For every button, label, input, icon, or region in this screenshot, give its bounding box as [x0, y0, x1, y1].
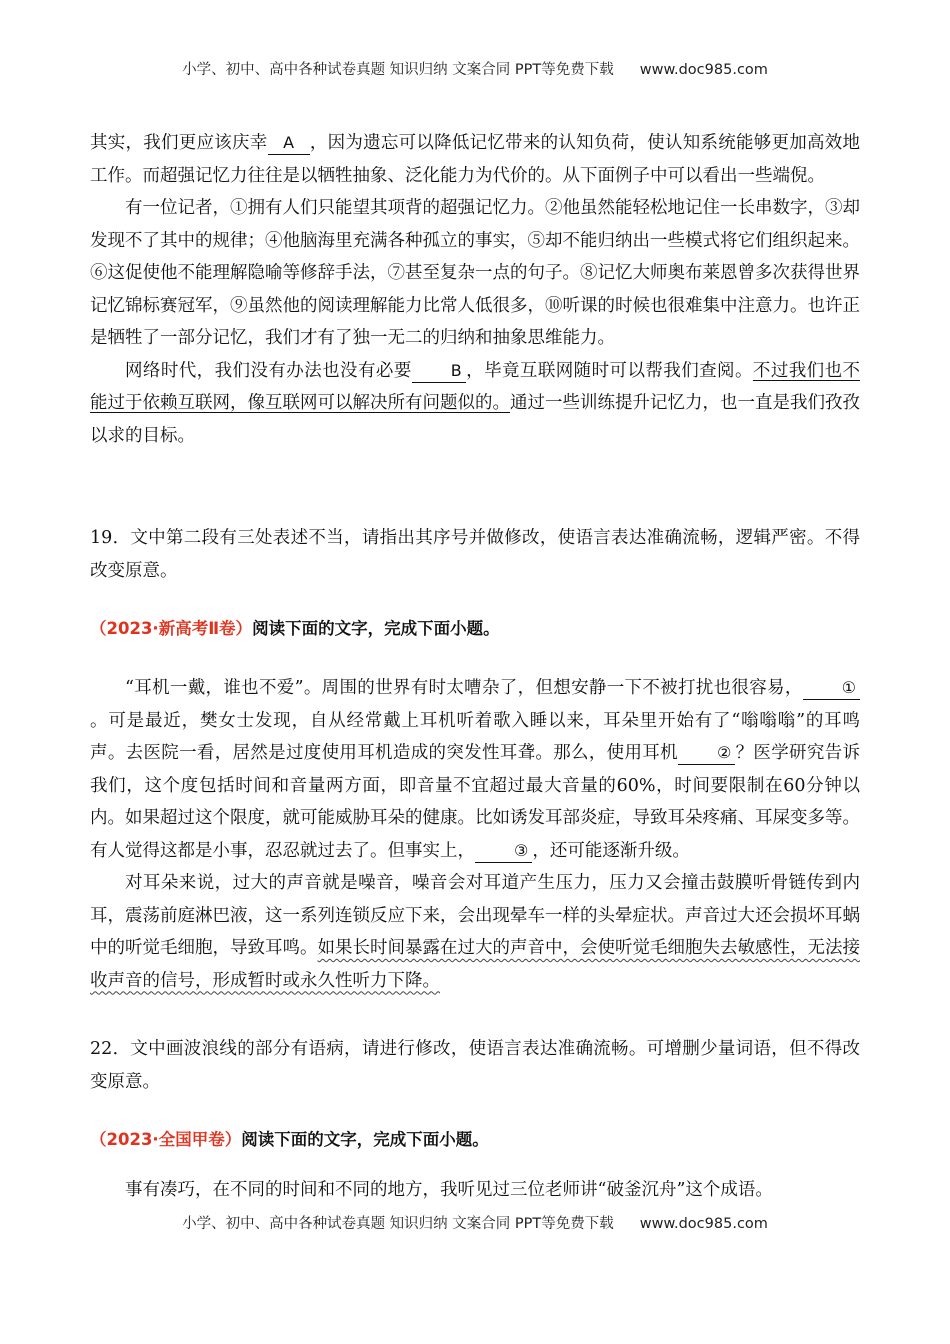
blank-b: B: [412, 360, 466, 383]
text-span: 网络时代，我们没有办法也没有必要: [125, 360, 412, 381]
passage-3-paragraph-1: 事有凑巧，在不同的时间和不同的地方，我听见过三位老师讲“破釜沉舟”这个成语。: [125, 1180, 773, 1200]
question-22-text: 22．文中画波浪线的部分有语病，请进行修改，使语言表达准确流畅。可增删少量词语，但不得改变原意。: [90, 1039, 860, 1092]
blank-2: ②: [678, 742, 735, 765]
passage-1-paragraph-1: [90, 127, 860, 192]
text-span: 对耳朵来说，过大的声音就是噪音，噪音会对耳道产生压力，压力又会撞击鼓膜听骨链传到内耳，震荡前庭淋巴液，这一系列连锁反应下来，会出现晕车一样的头晕症状。声音过大还会损坏耳蜗中的听觉毛细胞，导致耳鸣。: [90, 873, 860, 958]
text-span: ？医学研究告诉我们，这个度包括时间和音量两方面，即音量不宜超过最大音量的60%，时间要限制在60分钟以内。如果超过这个限度，就可能威胁耳朵的健康。比如诱发耳部炎症，导致耳朵疼痛、耳屎变多等。有人觉得这都是小事，忍忍就过去了。但事实上，: [90, 743, 861, 861]
section-2-heading: [90, 613, 860, 646]
blank-1: ①: [803, 677, 860, 700]
passage-1-paragraph-2: 有一位记者，①拥有人们只能望其项背的超强记忆力。②他虽然能轻松地记住一长串数字，③却发现不了其中的规律；④他脑海里充满各种孤立的事实，⑤却不能归纳出一些模式将它们组织起来。⑥这促使他不能理解隐喻等修辞手法，⑦甚至复杂一点的句子。⑧记忆大师奥布莱恩曾多次获得世界记忆锦标赛冠军，⑨虽然他的阅读理解能力比常人低很多，⑩听课的时候也很难集中注意力。也许正是牺牲了一部分记忆，我们才有了独一无二的归纳和抽象思维能力。: [90, 198, 860, 348]
underlined-sentence: 不过我们也不能过于依赖互联网，像互联网可以解决所有问题似的。: [90, 360, 861, 413]
question-19: [90, 522, 860, 587]
passage-2-paragraph-2: [90, 867, 860, 997]
text-span: 其实，我们更应该庆幸: [90, 133, 268, 153]
text-span: 。可是最近，樊女士发现，自从经常戴上耳机听着歌入睡以来，耳朵里开始有了“嗡嗡嗡”的耳鸣声。去医院一看，居然是过度使用耳机造成的突发性耳聋。那么，使用耳机: [90, 710, 860, 763]
section-2-source-tag: （2023·新高考Ⅱ卷）: [90, 619, 253, 638]
text-span: ，毕竟互联网随时可以帮我们查阅。: [465, 360, 753, 381]
text-span: ，因为遗忘可以降低记忆带来的认知负荷，使认知系统能够更加高效地工作。而超强记忆力往往是以牺牲抽象、泛化能力为代价的。从下面例子中可以看出一些端倪。: [90, 133, 860, 186]
section-3-instruction: 阅读下面的文字，完成下面小题。: [241, 1130, 489, 1149]
section-3-heading: [90, 1124, 860, 1157]
page-footer: [0, 1212, 950, 1233]
text-span: ，还可能逐渐升级。: [532, 840, 690, 861]
footer-text: 小学、初中、高中各种试卷真题 知识归纳 文案合同 PPT等免费下载: [182, 1216, 614, 1232]
header-text: 小学、初中、高中各种试卷真题 知识归纳 文案合同 PPT等免费下载: [182, 62, 614, 78]
passage-1-paragraph-3: [90, 355, 860, 453]
wavy-underlined-sentence: 如果长时间暴露在过大的声音中，会使听觉毛细胞失去敏感性，无法接收声音的信号，形成暂时或永久性听力下降。: [90, 938, 860, 991]
blank-3: ③: [475, 840, 532, 863]
page-header: [0, 58, 950, 79]
text-span: 通过一些训练提升记忆力，也一直是我们孜孜以求的目标。: [90, 393, 860, 446]
passage-2-paragraph-1: [90, 672, 860, 867]
question-22: [90, 1033, 860, 1098]
section-2-instruction: 阅读下面的文字，完成下面小题。: [252, 619, 500, 638]
footer-site-link[interactable]: www.doc985.com: [639, 1216, 768, 1232]
section-3-source-tag: （2023·全国甲卷）: [90, 1130, 242, 1149]
passage-2: [90, 672, 860, 997]
question-19-text: 19．文中第二段有三处表述不当，请指出其序号并做修改，使语言表达准确流畅，逻辑严密。不得改变原意。: [90, 528, 860, 581]
header-site-link[interactable]: www.doc985.com: [639, 62, 768, 78]
passage-1: [90, 127, 860, 452]
passage-3: [90, 1174, 860, 1207]
text-span: “耳机一戴，谁也不爱”。周围的世界有时太嘈杂了，但想安静一下不被打扰也很容易，: [125, 678, 803, 698]
blank-a: A: [268, 132, 310, 155]
